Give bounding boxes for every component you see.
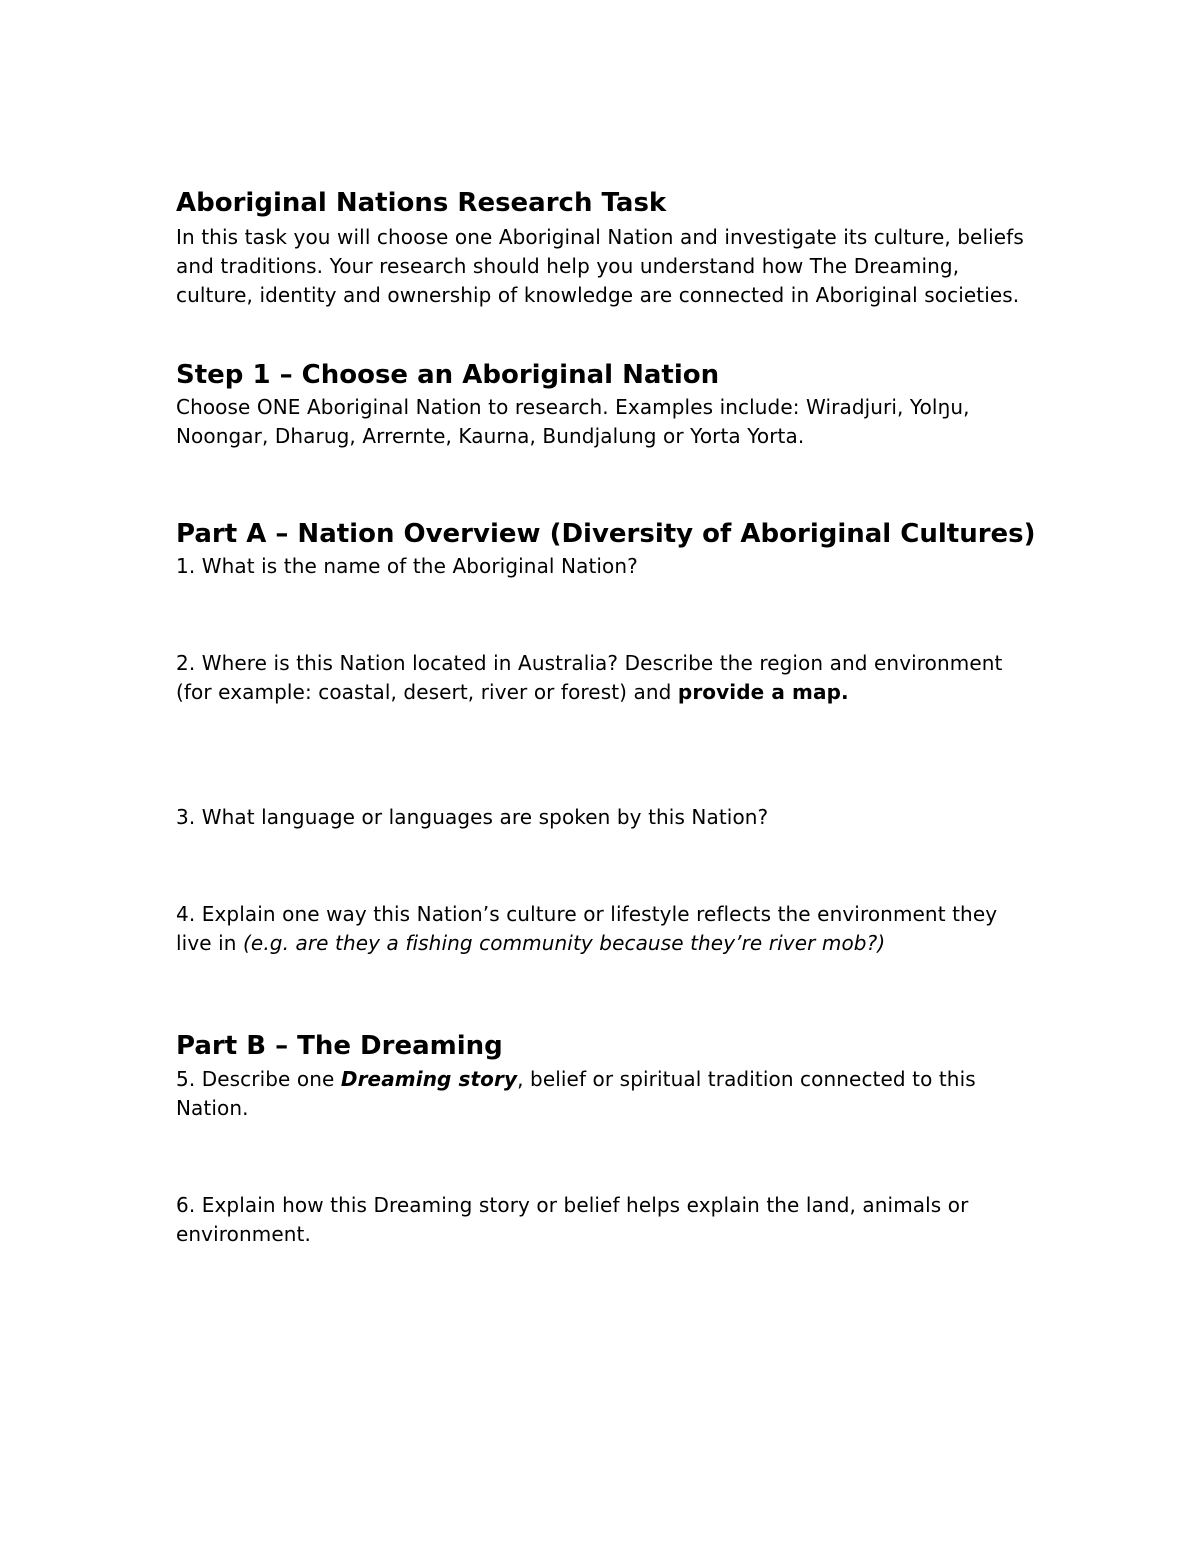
question-4 [176, 900, 1036, 958]
question-1: 1. What is the name of the Aboriginal Nation? [176, 554, 638, 578]
step1-heading: Step 1 – Choose an Aboriginal Nation [176, 360, 720, 390]
question-5-dreaming-story: Dreaming story [340, 1067, 518, 1091]
question-6: 6. Explain how this Dreaming story or belief helps explain the land, animals or environment. [176, 1193, 969, 1246]
document-title: Aboriginal Nations Research Task [176, 188, 667, 218]
part-b-heading: Part B – The Dreaming [176, 1031, 503, 1061]
question-5-pre: 5. Describe one [176, 1067, 341, 1091]
question-4-text: 4. Explain one way this Nation’s culture or lifestyle reflects the environment they live in [176, 902, 998, 955]
question-3: 3. What language or languages are spoken by this Nation? [176, 805, 769, 829]
intro-paragraph: In this task you will choose one Aboriginal Nation and investigate its culture, beliefs and traditions. Your research should help you understand how The Dreaming, culture, identity and ownership of knowledge are connected in Aboriginal societies. [176, 225, 1024, 307]
question-5-post: , belief or spiritual tradition connected to this Nation. [176, 1067, 976, 1120]
part-a-heading: Part A – Nation Overview (Diversity of Aboriginal Cultures) [176, 519, 1036, 549]
question-4-example: (e.g. are they a fishing community because they’re river mob?) [243, 931, 886, 955]
question-2 [176, 649, 1036, 707]
question-2-map-emphasis: provide a map. [677, 680, 849, 704]
question-5 [176, 1065, 1036, 1123]
question-2-text: 2. Where is this Nation located in Australia? Describe the region and environment (for example: coastal, desert, river or forest) and [176, 651, 1003, 704]
step1-text: Choose ONE Aboriginal Nation to research. Examples include: Wiradjuri, Yolŋu, Noongar, Dharug, Arrernte, Kaurna, Bundjalung or Yorta Yorta. [176, 395, 970, 448]
